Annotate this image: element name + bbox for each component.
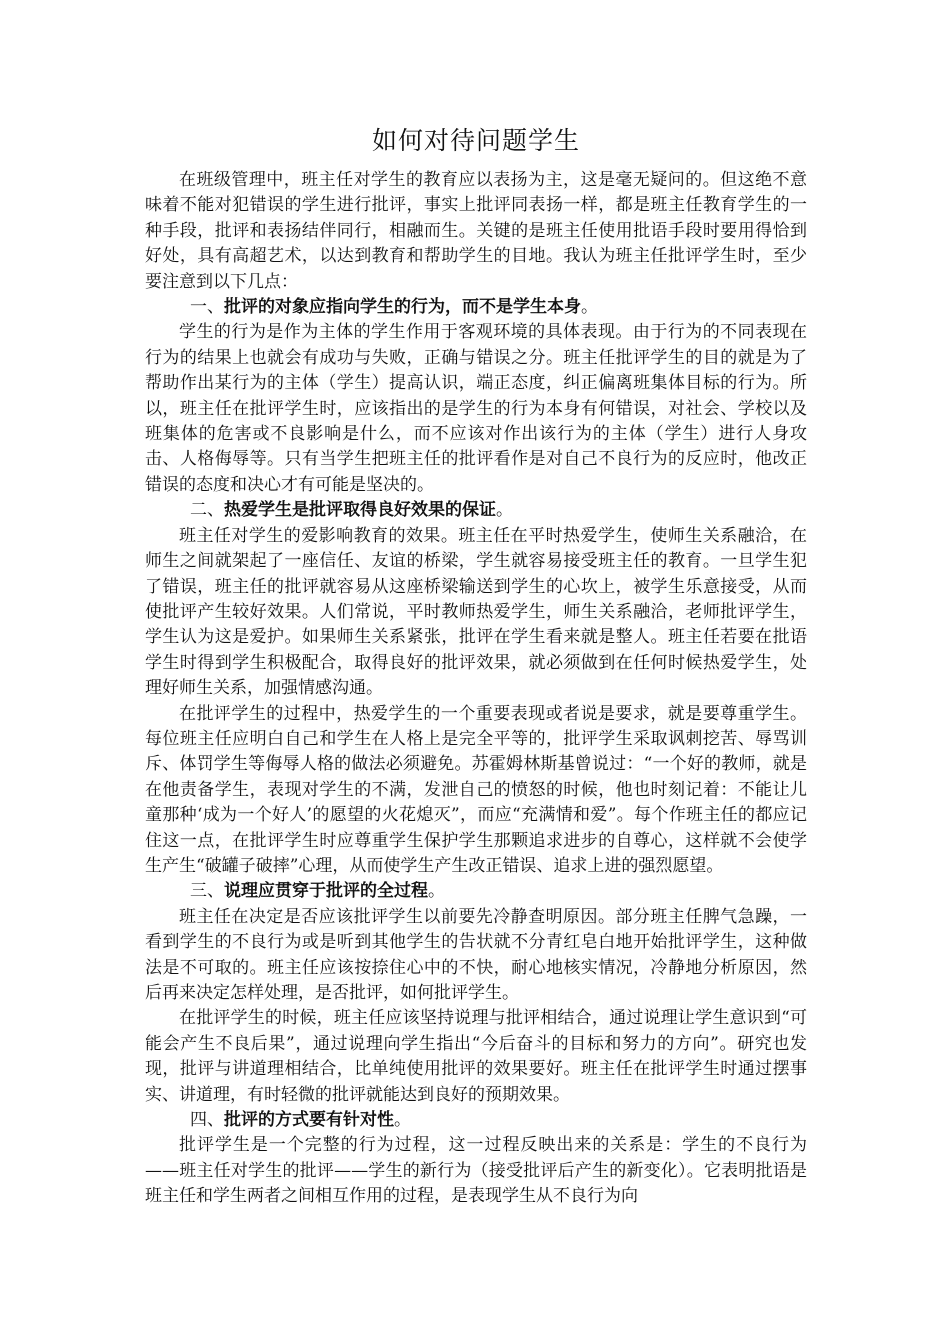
section-heading-text: 说理应贯穿于批评的全过程	[224, 881, 428, 902]
document-body	[145, 168, 807, 1210]
section-heading-text: 批评的方式要有针对性	[224, 1110, 394, 1131]
section-heading	[145, 1108, 807, 1133]
section-heading-end: 。	[394, 1110, 411, 1131]
document-page	[145, 126, 807, 1210]
section-heading-text: 批评的对象应指向学生的行为，而不是学生本身	[224, 297, 581, 318]
section-heading-end: 。	[496, 500, 513, 521]
document-title: 如何对待问题学生	[371, 126, 580, 155]
section-heading-end: 。	[428, 881, 445, 902]
section-heading-text: 热爱学生是批评取得良好效果的保证	[224, 500, 496, 521]
paragraph: 在班级管理中，班主任对学生的教育应以表扬为主，这是毫无疑问的。但这绝不意味着不能对犯错误的学生进行批评，事实上批评同表扬一样，都是班主任教育学生的一种手段，批评和表扬结伴同行，相融而生。关键的是班主任使用批语手段时要用得恰到好处，具有高超艺术，以达到教育和帮助学生的目地。我认为班主任批评学生时，至少要注意到以下几点：	[145, 170, 807, 292]
section-number: 三、	[190, 881, 224, 902]
paragraph: 班主任在决定是否应该批评学生以前要先冷静查明原因。部分班主任脾气急躁，一看到学生的不良行为或是听到其他学生的告状就不分青红皂白地开始批评学生，这种做法是不可取的。班主任应该按捺住心中的不快，耐心地核实情况，冷静地分析原因，然后再来决定怎样处理，是否批评，如何批评学生。	[145, 906, 807, 1003]
section-heading-end: 。	[581, 297, 598, 318]
section-heading	[145, 498, 807, 523]
section-number: 二、	[190, 500, 224, 521]
paragraph: 批评学生是一个完整的行为过程，这一过程反映出来的关系是：学生的不良行为——班主任对学生的批评——学生的新行为（接受批评后产生的新变化）。它表明批语是班主任和学生两者之间相互作用的过程，是表现学生从不良行为向	[145, 1135, 807, 1207]
section-number: 四、	[190, 1110, 224, 1131]
paragraph: 在批评学生的过程中，热爱学生的一个重要表现或者说是要求，就是要尊重学生。每位班主任应明白自己和学生在人格上是完全平等的，批评学生采取讽刺挖苦、辱骂训斥、体罚学生等侮辱人格的做法必须避免。苏霍姆林斯基曾说过：“一个好的教师，就是在他责备学生，表现对学生的不满，发泄自己的愤怒的时候，他也时刻记着：不能让儿童那种‘成为一个好人’的愿望的火花熄灭”，而应“充满情和爱”。每个作班主任的都应记住这一点，在批评学生时应尊重学生保护学生那颗追求进步的自尊心，这样就不会使学生产生“破罐子破摔”心理，从而使学生产生改正错误、追求上进的强烈愿望。	[145, 703, 807, 876]
section-heading	[145, 879, 807, 904]
section-heading	[145, 295, 807, 320]
paragraph: 在批评学生的时候，班主任应该坚持说理与批评相结合，通过说理让学生意识到“可能会产生不良后果”，通过说理向学生指出“今后奋斗的目标和努力的方向”。研究也发现，批评与讲道理相结合，比单纯使用批评的效果要好。班主任在批评学生时通过摆事实、讲道理，有时轻微的批评就能达到良好的预期效果。	[145, 1008, 807, 1105]
paragraph: 学生的行为是作为主体的学生作用于客观环境的具体表现。由于行为的不同表现在行为的结果上也就会有成功与失败，正确与错误之分。班主任批评学生的目的就是为了帮助作出某行为的主体（学生）提高认识，端正态度，纠正偏离班集体目标的行为。所以，班主任在批评学生时，应该指出的是学生的行为本身有何错误，对社会、学校以及班集体的危害或不良影响是什么，而不应该对作出该行为的主体（学生）进行人身攻击、人格侮辱等。只有当学生把班主任的批评看作是对自己不良行为的反应时，他改正错误的态度和决心才有可能是坚决的。	[145, 322, 807, 495]
paragraph: 班主任对学生的爱影响教育的效果。班主任在平时热爱学生，使师生关系融洽，在师生之间就架起了一座信任、友谊的桥梁，学生就容易接受班主任的教育。一旦学生犯了错误，班主任的批评就容易从这座桥梁输送到学生的心坎上，被学生乐意接受，从而使批评产生较好效果。人们常说，平时教师热爱学生，师生关系融洽，老师批评学生，学生认为这是爱护。如果师生关系紧张，批评在学生看来就是整人。班主任若要在批语学生时得到学生积极配合，取得良好的批评效果，就必须做到在任何时候热爱学生，处理好师生关系，加强情感沟通。	[145, 525, 807, 699]
section-number: 一、	[190, 297, 224, 318]
